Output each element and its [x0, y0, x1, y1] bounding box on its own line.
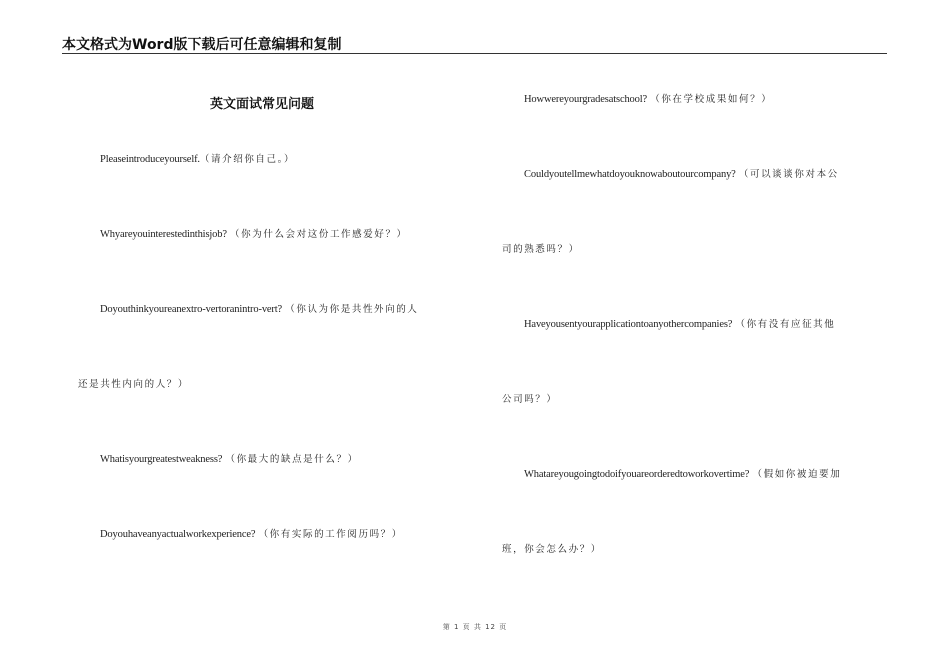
question-chinese: （你有没有应征其他: [735, 319, 836, 330]
question-chinese: （可以谈谈你对本公: [738, 169, 839, 180]
question-line: [100, 528, 403, 542]
question-chinese: （你最大的缺点是什么？）: [225, 454, 359, 465]
question-chinese: （你为什么会对这份工作感爱好？）: [230, 229, 408, 240]
question-english: Whatisyourgreatestweakness?: [100, 454, 223, 465]
question-line: [100, 228, 408, 242]
question-english: Whatareyougoingtodoifyouareorderedtoworkovertime?: [524, 469, 750, 480]
question-english: Couldyoutellmewhatdoyouknowaboutourcompany?: [524, 169, 736, 180]
question-line: [100, 303, 418, 317]
question-english: Whyareyouinterestedinthisjob?: [100, 229, 227, 240]
question-line: [524, 93, 772, 107]
question-line: [524, 318, 835, 332]
question-chinese: （你在学校成果如何？）: [650, 94, 773, 105]
question-english: Howwereyourgradesatschool?: [524, 94, 648, 105]
question-chinese: （你认为你是共性外向的人: [285, 304, 419, 315]
question-line: [524, 468, 841, 482]
question-chinese: （你有实际的工作阅历吗？）: [258, 529, 403, 540]
question-english: Pleaseintroduceyourself.: [100, 154, 200, 165]
page-number-footer: 第 1 页 共 12 页: [442, 623, 508, 631]
question-continuation: [502, 393, 558, 407]
question-chinese-continued: 还是共性内向的人？）: [78, 379, 190, 390]
header-divider: [62, 53, 887, 54]
question-english: Haveyousentyourapplicationtoanyothercompanies?: [524, 319, 733, 330]
document-header-title: 本文格式为Word版下载后可任意编辑和复制: [62, 37, 342, 53]
question-english: Doyouhaveanyactualworkexperience?: [100, 529, 256, 540]
question-continuation: [502, 543, 602, 557]
question-chinese-continued: 司的熟悉吗？）: [502, 244, 580, 255]
question-line: [524, 168, 839, 182]
question-line: [100, 453, 359, 467]
question-continuation: [502, 243, 580, 257]
question-line: [100, 153, 295, 167]
document-title: 英文面试常见问题: [209, 97, 314, 112]
question-chinese-continued: 公司吗？）: [502, 394, 558, 405]
question-chinese-continued: 班，你会怎么办？）: [502, 544, 602, 555]
question-continuation: [78, 378, 189, 392]
question-chinese: （请介绍你自己。）: [199, 154, 296, 165]
question-chinese: （假如你被迫要加: [752, 469, 842, 480]
question-english: Doyouthinkyoureanextro-vertoranintro-vert?: [100, 304, 283, 315]
